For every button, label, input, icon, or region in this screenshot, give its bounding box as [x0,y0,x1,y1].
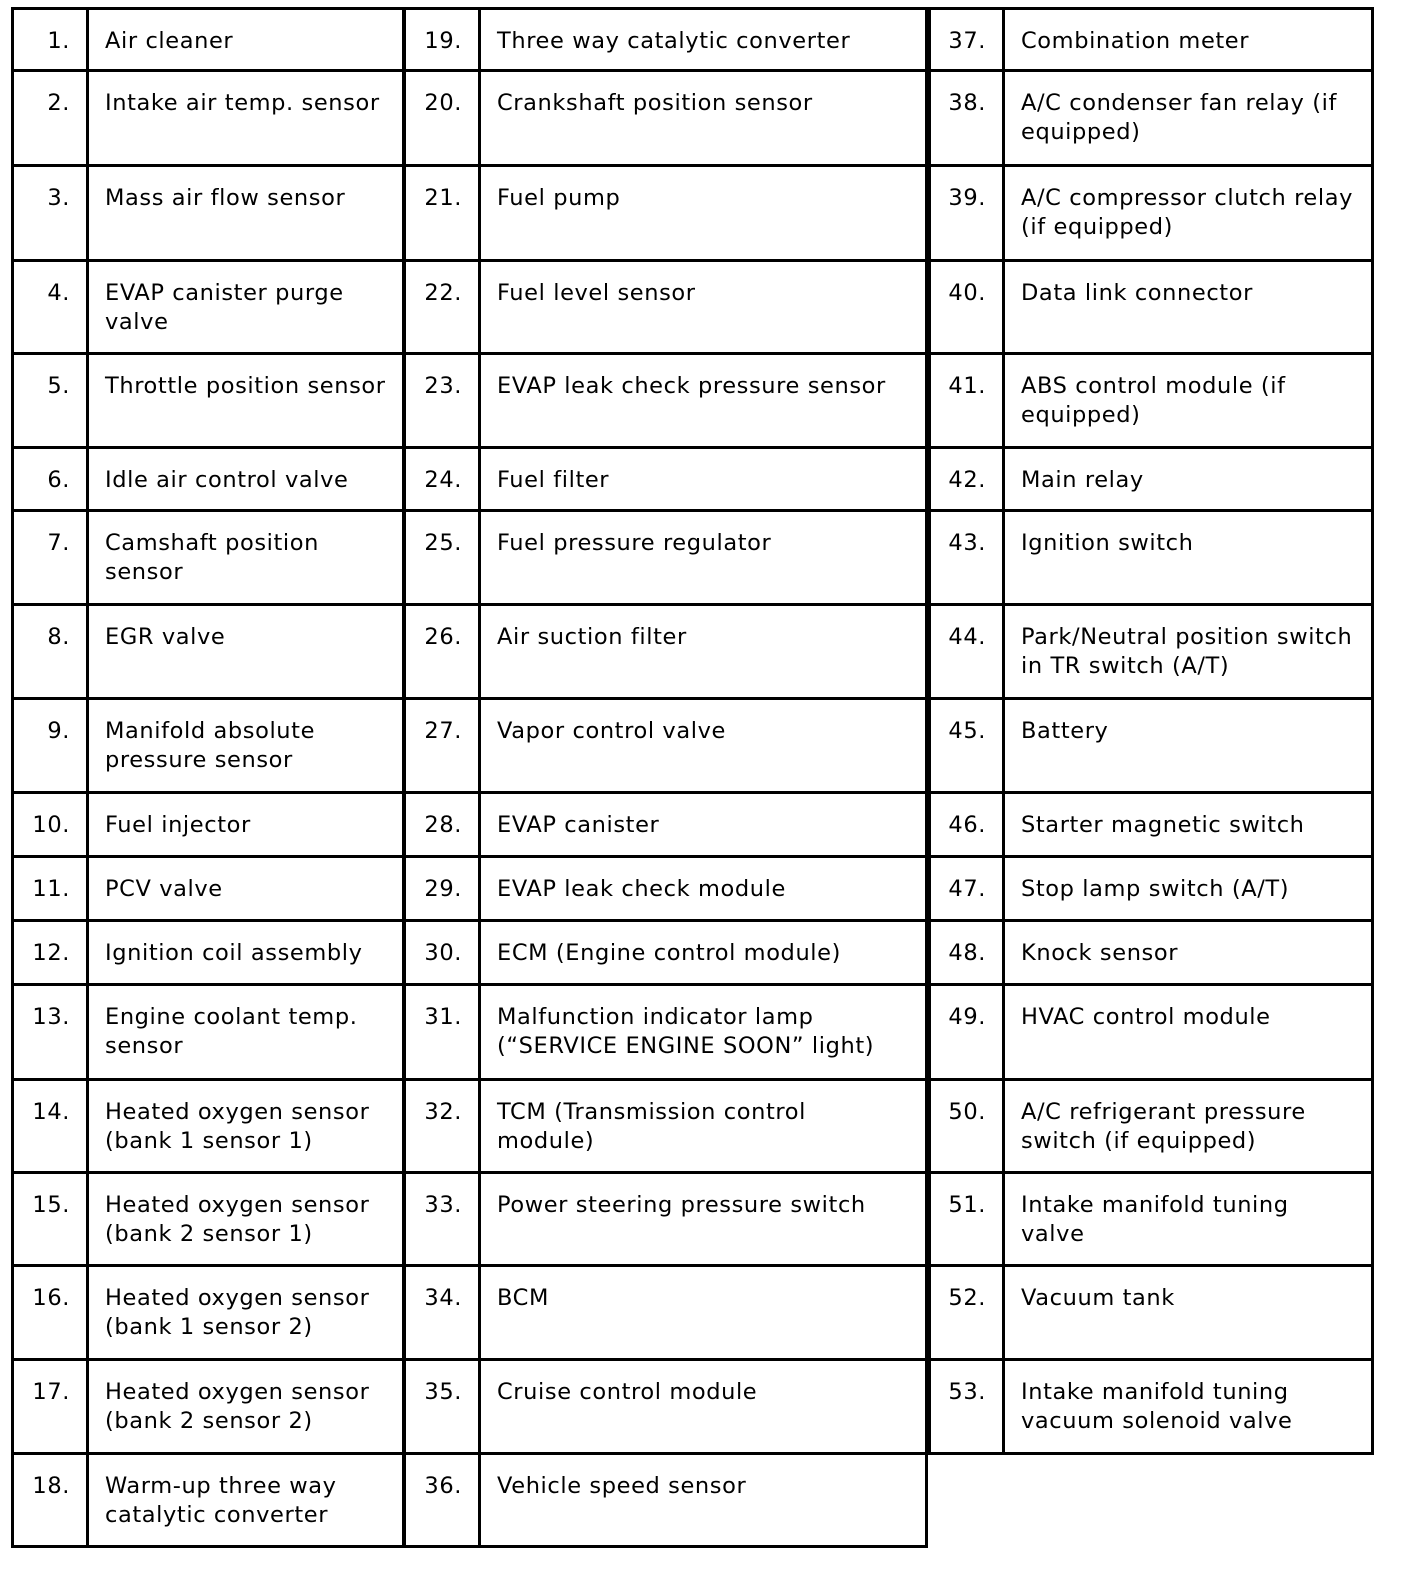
legend-row [405,71,927,166]
item-label: Intake air temp. sensor [88,71,404,166]
legend-row [13,1266,404,1360]
legend-row [13,1080,404,1173]
item-label: Data link connector [1004,261,1373,354]
legend-row [13,9,404,71]
legend-row [405,166,927,261]
item-label: EVAP leak check module [480,857,927,921]
item-label: Park/Neutral position switch in TR switch (A/T) [1004,605,1373,699]
legend-row [930,985,1373,1080]
item-number: 27. [405,699,480,793]
item-label: EVAP canister [480,793,927,857]
item-number: 12. [13,921,88,985]
legend-row [405,1080,927,1173]
item-label: Vapor control valve [480,699,927,793]
legend-column-3 [928,7,1374,1455]
item-label: Heated oxygen sensor (bank 1 sensor 1) [88,1080,404,1173]
item-number: 16. [13,1266,88,1360]
legend-row [930,1360,1373,1454]
item-label: Intake manifold tuning vacuum solenoid valve [1004,1360,1373,1454]
item-number: 52. [930,1266,1004,1360]
item-number: 2. [13,71,88,166]
legend-row [13,261,404,354]
item-label: Main relay [1004,448,1373,511]
item-number: 4. [13,261,88,354]
item-number: 42. [930,448,1004,511]
legend-row [930,1080,1373,1173]
item-label: A/C condenser fan relay (if equipped) [1004,71,1373,166]
item-label: Fuel pump [480,166,927,261]
item-number: 35. [405,1360,480,1454]
legend-row [930,1266,1373,1360]
legend-row [930,448,1373,511]
item-number: 31. [405,985,480,1080]
item-number: 1. [13,9,88,71]
item-number: 25. [405,511,480,605]
item-number: 48. [930,921,1004,985]
legend-row [13,985,404,1080]
item-number: 36. [405,1454,480,1547]
item-number: 9. [13,699,88,793]
legend-row [13,793,404,857]
legend-row [405,448,927,511]
item-number: 23. [405,354,480,448]
item-number: 47. [930,857,1004,921]
item-label: Three way catalytic converter [480,9,927,71]
item-label: Fuel pressure regulator [480,511,927,605]
legend-row [405,605,927,699]
item-number: 8. [13,605,88,699]
item-label: Throttle position sensor [88,354,404,448]
legend-row [13,857,404,921]
item-number: 30. [405,921,480,985]
item-number: 19. [405,9,480,71]
item-label: Mass air flow sensor [88,166,404,261]
legend-row [13,71,404,166]
item-number: 43. [930,511,1004,605]
item-number: 50. [930,1080,1004,1173]
item-number: 3. [13,166,88,261]
item-number: 45. [930,699,1004,793]
legend-row [405,793,927,857]
item-label: Vacuum tank [1004,1266,1373,1360]
legend-row [405,921,927,985]
legend-row [13,448,404,511]
item-label: Heated oxygen sensor (bank 2 sensor 2) [88,1360,404,1454]
item-number: 34. [405,1266,480,1360]
item-label: HVAC control module [1004,985,1373,1080]
item-label: Crankshaft position sensor [480,71,927,166]
item-label: Power steering pressure switch [480,1173,927,1266]
item-label: EVAP leak check pressure sensor [480,354,927,448]
item-number: 51. [930,1173,1004,1266]
legend-column-2 [403,7,928,1548]
legend-row [930,605,1373,699]
item-label: Warm-up three way catalytic converter [88,1454,404,1547]
item-number: 24. [405,448,480,511]
item-number: 38. [930,71,1004,166]
legend-row [930,71,1373,166]
item-label: BCM [480,1266,927,1360]
item-number: 5. [13,354,88,448]
legend-row [930,261,1373,354]
item-label: ABS control module (if equipped) [1004,354,1373,448]
item-label: EGR valve [88,605,404,699]
item-label: Cruise control module [480,1360,927,1454]
item-label: Ignition coil assembly [88,921,404,985]
item-label: ECM (Engine control module) [480,921,927,985]
item-number: 15. [13,1173,88,1266]
item-number: 29. [405,857,480,921]
item-number: 18. [13,1454,88,1547]
legend-row [405,1173,927,1266]
legend-row [13,166,404,261]
item-number: 41. [930,354,1004,448]
item-label: Manifold absolute pressure sensor [88,699,404,793]
item-label: Starter magnetic switch [1004,793,1373,857]
legend-row [13,354,404,448]
item-label: Heated oxygen sensor (bank 1 sensor 2) [88,1266,404,1360]
legend-row [930,9,1373,71]
item-label: A/C refrigerant pressure switch (if equipped) [1004,1080,1373,1173]
legend-row [405,1266,927,1360]
item-label: Combination meter [1004,9,1373,71]
legend-row [13,699,404,793]
legend-row [930,354,1373,448]
item-number: 32. [405,1080,480,1173]
legend-row [405,985,927,1080]
legend-row [405,354,927,448]
item-label: TCM (Transmission control module) [480,1080,927,1173]
legend-row [930,511,1373,605]
item-label: Knock sensor [1004,921,1373,985]
legend-row [13,605,404,699]
item-number: 44. [930,605,1004,699]
item-label: Fuel injector [88,793,404,857]
item-number: 39. [930,166,1004,261]
legend-row [13,921,404,985]
legend-row [405,1360,927,1454]
item-number: 40. [930,261,1004,354]
legend-row [930,699,1373,793]
item-label: Fuel level sensor [480,261,927,354]
legend-row [13,1454,404,1547]
item-label: Stop lamp switch (A/T) [1004,857,1373,921]
item-number: 17. [13,1360,88,1454]
item-number: 21. [405,166,480,261]
item-label: Heated oxygen sensor (bank 2 sensor 1) [88,1173,404,1266]
item-label: Air suction filter [480,605,927,699]
legend-row [405,511,927,605]
item-label: Camshaft position sensor [88,511,404,605]
item-number: 53. [930,1360,1004,1454]
item-number: 10. [13,793,88,857]
item-number: 7. [13,511,88,605]
legend-column-1 [11,7,405,1548]
legend-row [930,921,1373,985]
legend-row [13,1360,404,1454]
item-label: Air cleaner [88,9,404,71]
item-label: EVAP canister purge valve [88,261,404,354]
item-number: 20. [405,71,480,166]
item-label: Engine coolant temp. sensor [88,985,404,1080]
legend-row [405,261,927,354]
legend-row [13,511,404,605]
legend-row [405,9,927,71]
item-number: 14. [13,1080,88,1173]
item-number: 49. [930,985,1004,1080]
legend-row [930,1173,1373,1266]
legend-row [405,1454,927,1547]
item-number: 13. [13,985,88,1080]
legend-row [405,857,927,921]
legend-row [930,166,1373,261]
legend-row [930,857,1373,921]
item-number: 11. [13,857,88,921]
item-label: Fuel filter [480,448,927,511]
item-label: PCV valve [88,857,404,921]
item-number: 28. [405,793,480,857]
item-number: 26. [405,605,480,699]
item-label: Malfunction indicator lamp (“SERVICE ENGINE SOON” light) [480,985,927,1080]
item-number: 37. [930,9,1004,71]
item-label: A/C compressor clutch relay (if equipped) [1004,166,1373,261]
item-label: Battery [1004,699,1373,793]
item-label: Intake manifold tuning valve [1004,1173,1373,1266]
legend-row [930,793,1373,857]
item-label: Idle air control valve [88,448,404,511]
legend-row [405,699,927,793]
item-label: Vehicle speed sensor [480,1454,927,1547]
legend-row [13,1173,404,1266]
item-label: Ignition switch [1004,511,1373,605]
item-number: 22. [405,261,480,354]
item-number: 46. [930,793,1004,857]
item-number: 33. [405,1173,480,1266]
item-number: 6. [13,448,88,511]
